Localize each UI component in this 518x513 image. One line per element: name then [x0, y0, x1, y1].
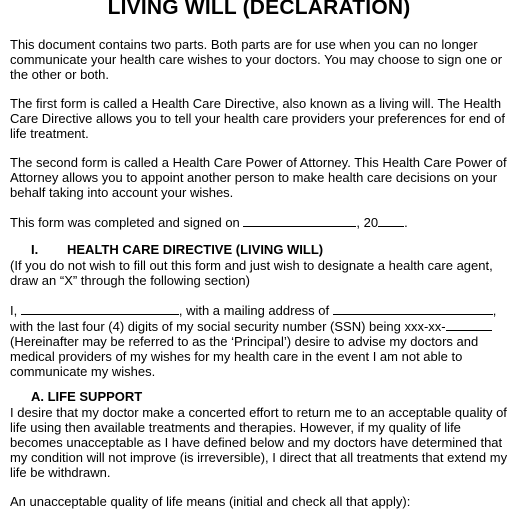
mailing-address-field[interactable] [333, 302, 493, 315]
signed-date-field[interactable] [243, 214, 356, 227]
section-1-number: I. [31, 242, 39, 257]
intro-paragraph-2: The first form is called a Health Care Directive, also known as a living will. The Health Care Directive allows you to tell your health care providers your preferences for end of life treatment. [10, 96, 505, 141]
year-prefix: , 20 [356, 215, 379, 230]
principal-statement: (Hereinafter may be referred to as the ‘Principal’) desire to advise my doctors and medical providers of my wishes for my health care in the event I am not able to communicate my wishes. [10, 334, 479, 379]
intro-paragraph-3: The second form is called a Health Care Power of Attorney. This Health Care Power of Attorney allows you to appoint another person to make health care decisions on your behalf taking into account your wishes. [10, 155, 507, 200]
unacceptable-quality-line: An unacceptable quality of life means (initial and check all that apply): [10, 494, 411, 509]
life-support-text: I desire that my doctor make a concerted effort to return me to an acceptable quality of life using then available treatments and therapies. However, if my quality of life becomes unacceptable as I have defined below and my doctors have determined that my condition will not improve (is irreversible), I direct that all treatments that extend my life be withdrawn. [10, 405, 508, 480]
document-title: LIVING WILL (DECLARATION) [107, 0, 411, 19]
intro-paragraph-1: This document contains two parts. Both parts are for use when you can no longer communicate your health care wishes to your doctors. You may choose to sign one or the other or both. [10, 37, 503, 82]
section-1-heading: HEALTH CARE DIRECTIVE (LIVING WILL) [67, 242, 324, 257]
address-comma: , [492, 303, 497, 318]
principal-paragraph [10, 302, 515, 379]
completed-prefix: This form was completed and signed on [10, 215, 244, 230]
completed-line [10, 214, 515, 230]
principal-name-field[interactable] [21, 302, 179, 315]
principal-i: I, [10, 303, 21, 318]
ssn-label: with the last four (4) digits of my social security number (SSN) being xxx-xx- [10, 319, 446, 334]
section-1-instructions: (If you do not wish to fill out this form and just wish to designate a health care agent, draw an “X” through the following section) [10, 258, 493, 288]
mailing-address-label: , with a mailing address of [178, 303, 333, 318]
completed-period: . [404, 215, 408, 230]
signed-year-field[interactable] [378, 214, 404, 227]
ssn-last-four-field[interactable] [446, 318, 492, 331]
life-support-heading: A. LIFE SUPPORT [31, 389, 143, 404]
